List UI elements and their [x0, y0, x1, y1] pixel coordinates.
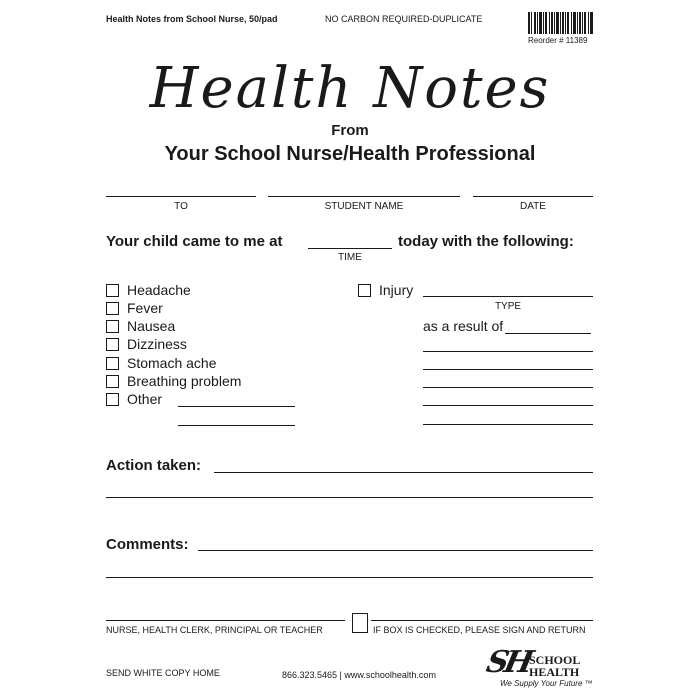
page-subtitle: Your School Nurse/Health Professional: [164, 143, 536, 165]
reorder-number: Reorder # 11389: [528, 36, 588, 45]
barcode-icon: [528, 12, 594, 34]
checkbox[interactable]: [106, 284, 119, 297]
symptom-breathing-problem[interactable]: [106, 373, 241, 389]
student-name-label: STUDENT NAME: [324, 201, 404, 212]
comments-field[interactable]: [198, 550, 593, 551]
checkbox[interactable]: [106, 375, 119, 388]
injury-detail-line-5[interactable]: [423, 424, 593, 425]
symptom-label: Breathing problem: [127, 373, 242, 389]
time-label: TIME: [338, 252, 362, 263]
injury-type-label: TYPE: [494, 301, 522, 312]
symptom-label: Dizziness: [127, 336, 187, 352]
return-instruction-label: IF BOX IS CHECKED, PLEASE SIGN AND RETURN: [373, 625, 586, 635]
time-field[interactable]: [308, 248, 392, 249]
injury-detail-line-4[interactable]: [423, 405, 593, 406]
to-field[interactable]: [106, 196, 256, 197]
date-field[interactable]: [473, 196, 593, 197]
visit-tail-text: today with the following:: [398, 233, 574, 250]
comments-label: Comments:: [106, 536, 189, 553]
signature-field[interactable]: [106, 620, 345, 621]
product-name: Health Notes from School Nurse, 50/pad: [106, 14, 278, 24]
date-label: DATE: [520, 201, 546, 212]
checkbox[interactable]: [358, 284, 371, 297]
result-of-field[interactable]: [505, 333, 591, 334]
from-label: From: [331, 122, 369, 139]
symptom-stomach-ache[interactable]: [106, 355, 217, 371]
brand-name: [529, 654, 580, 678]
send-home-note: SEND WHITE COPY HOME: [106, 668, 220, 678]
visit-lead-text: Your child came to me at: [106, 233, 283, 250]
symptom-label: Nausea: [127, 318, 176, 334]
action-taken-label: Action taken:: [106, 457, 202, 474]
school-health-logo: SH: [483, 645, 533, 680]
contact-info: 866.323.5465 | www.schoolhealth.com: [282, 670, 436, 680]
symptom-label: Stomach ache: [127, 355, 217, 371]
symptom-dizziness[interactable]: [106, 336, 187, 352]
brand-line-1: SCHOOL: [529, 653, 581, 667]
brand-line-2: HEALTH: [529, 665, 580, 679]
injury-detail-line-2[interactable]: [423, 369, 593, 370]
carbon-note: NO CARBON REQUIRED-DUPLICATE: [325, 14, 483, 24]
checkbox[interactable]: [106, 357, 119, 370]
injury-type-field[interactable]: [423, 296, 593, 297]
result-of-label: as a result of: [423, 318, 504, 334]
symptom-label: Other: [127, 391, 163, 407]
other-field[interactable]: [178, 406, 295, 407]
page-title: Health Notes: [149, 56, 551, 121]
symptom-label: Headache: [127, 282, 191, 298]
to-label: TO: [174, 201, 188, 212]
return-checkbox[interactable]: [352, 613, 368, 633]
checkbox[interactable]: [106, 393, 119, 406]
comments-field-2[interactable]: [106, 577, 593, 578]
checkbox[interactable]: [106, 320, 119, 333]
symptom-nausea[interactable]: [106, 318, 175, 334]
student-name-field[interactable]: [268, 196, 460, 197]
symptom-headache[interactable]: [106, 282, 191, 298]
signer-label: NURSE, HEALTH CLERK, PRINCIPAL OR TEACHER: [106, 625, 323, 635]
symptom-label: Fever: [127, 300, 163, 316]
brand-tagline: We Supply Your Future ™: [500, 679, 593, 688]
symptom-other[interactable]: [106, 391, 162, 407]
injury-checkbox-row[interactable]: [358, 282, 413, 298]
action-taken-field-2[interactable]: [106, 497, 593, 498]
injury-detail-line-1[interactable]: [423, 351, 593, 352]
injury-label: Injury: [379, 282, 414, 298]
symptom-fever[interactable]: [106, 300, 163, 316]
checkbox[interactable]: [106, 338, 119, 351]
action-taken-field[interactable]: [214, 472, 593, 473]
other-field-2[interactable]: [178, 425, 295, 426]
checkbox[interactable]: [106, 302, 119, 315]
return-signature-field[interactable]: [371, 620, 593, 621]
injury-detail-line-3[interactable]: [423, 387, 593, 388]
